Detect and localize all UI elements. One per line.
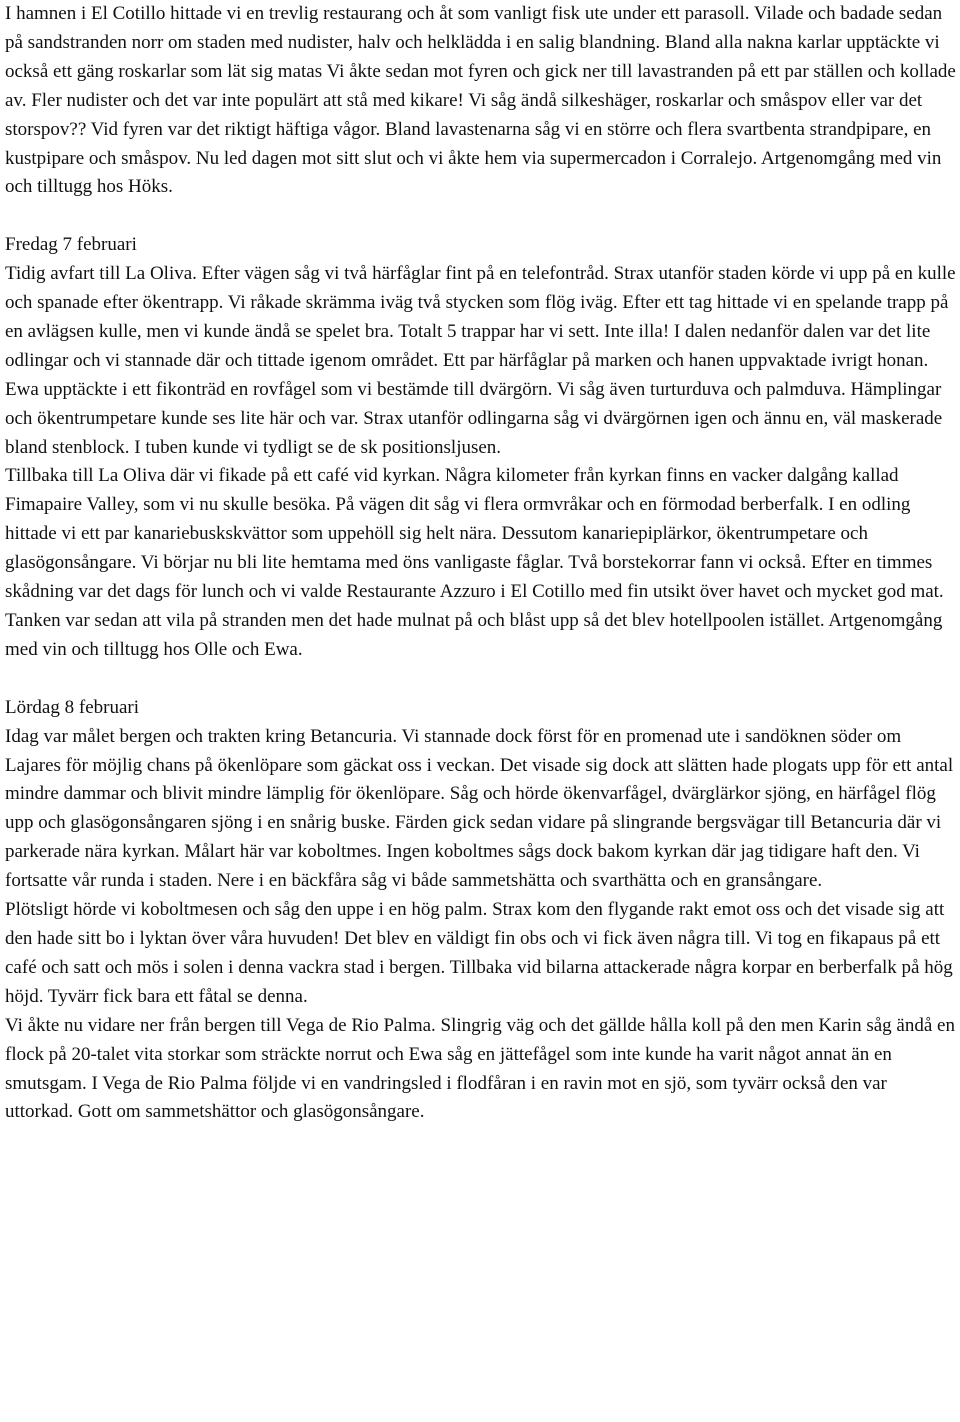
blank-line xyxy=(5,665,956,694)
blank-line xyxy=(5,202,956,231)
paragraph-koboltmes: Plötsligt hörde vi koboltmesen och såg den uppe i en hög palm. Strax kom den flygande rakt emot oss och det visade sig att den hade sitt bo i lyktan över våra huvuden! Det blev en väldigt fin obs och vi fick även några till. Vi tog en fikapaus på ett café och satt och mös i solen i denna vackra stad i bergen. Tillbaka vid bilarna attackerade några korpar en berberfalk på hög höjd. Tyvärr fick bara ett fåtal se denna. xyxy=(5,899,953,1007)
paragraph-el-cotillo: I hamnen i El Cotillo hittade vi en trevlig restaurang och åt som vanligt fisk ute under ett parasoll. Vilade och badade sedan på sandstranden norr om staden med nudister, halv och helklädda i en salig blandning. Bland alla nakna karlar upptäckte vi också ett gäng roskarlar som lät sig matas Vi åkte sedan mot fyren och gick ner till lavastranden på ett par ställen och kollade av. Fler nudister och det var inte populärt att stå med kikare! Vi såg ändå silkeshäger, roskarlar och småspov eller var det storspov?? Vid fyren var det riktigt häftiga vågor. Bland lavastenarna såg vi en större och flera svartbenta strandpipare, en kustpipare och småspov. Nu led dagen mot sitt slut och vi åkte hem via supermercadon i Corralejo. Artgenomgång med vin och tilltugg hos Höks. xyxy=(5,3,956,198)
paragraph-betancuria: Idag var målet bergen och trakten kring Betancuria. Vi stannade dock först för en promenad ute i sandöknen söder om Lajares för möjlig chans på ökenlöpare som gäckat oss i veckan. Det visade sig dock att slätten hade plogats upp för ett antal mindre dammar och blivit mindre lämplig för ökenlöpare. Såg och hörde ökenvarfågel, dvärglärkor sjöng, en härfågel flög upp och glasögonsångaren sjöng i en snårig buske. Färden gick sedan vidare på slingrande bergsvägar till Betancuria där vi parkerade nära kyrkan. Målart här var koboltmes. Ingen koboltmes sågs dock bakom kyrkan där jag tidigare haft den. Vi fortsatte vår runda i staden. Nere i en bäckfåra såg vi både sammetshätta och svarthätta och en gransångare. xyxy=(5,725,954,892)
paragraph-la-oliva: Tidig avfart till La Oliva. Efter vägen såg vi två härfåglar fint på en telefontråd. Strax utanför staden körde vi upp på en kulle och spanade efter ökentrapp. Vi råkade skrämma iväg två stycken som flög iväg. Efter ett tag hittade vi en spelande trapp på en avlägsen kulle, men vi kunde ändå se spelet bra. Totalt 5 trappar har vi sett. Inte illa! I dalen nedanför dalen var det lite odlingar och vi stannade där och tittade igenom området. Ett par härfåglar på marken och hanen uppvaktade ivrigt honan. Ewa upptäckte i ett fikonträd en rovfågel som vi bestämde till dvärgörn. Vi såg även turturduva och palmduva. Hämplingar och ökentrumpetare kunde ses lite här och var. Strax utanför odlingarna såg vi dvärgörnen igen och ännu en, väl maskerade bland stenblock. I tuben kunde vi tydligt se de sk positionsljusen. xyxy=(5,263,956,458)
paragraph-fimapaire-valley: Tillbaka till La Oliva där vi fikade på ett café vid kyrkan. Några kilometer från kyrkan finns en vacker dalgång kallad Fimapaire Valley, som vi nu skulle besöka. På vägen dit såg vi flera ormvråkar och en förmodad berberfalk. I en odling hittade vi ett par kanariebuskskvättor som uppehöll sig helt nära. Dessutom kanariepiplärkor, ökentrumpetare och glasögonsångare. Vi börjar nu bli lite hemtama med öns vanligaste fåglar. Två borstekorrar fann vi också. Efter en timmes skådning var det dags för lunch och vi valde Restaurante Azzuro i El Cotillo med fin utsikt över havet och mycket god mat. Tanken var sedan att vila på stranden men det hade mulnat på och blåst upp så det blev hotellpoolen istället. Artgenomgång med vin och tilltugg hos Olle och Ewa. xyxy=(5,465,944,660)
heading-friday: Fredag 7 februari xyxy=(5,234,137,256)
paragraph-vega-de-rio-palma: Vi åkte nu vidare ner från bergen till Vega de Rio Palma. Slingrig väg och det gällde hålla koll på den men Karin såg ändå en flock på 20-talet vita storkar som sträckte norrut och Ewa såg en jättefågel som inte kunde ha varit något annat än en smutsgam. I Vega de Rio Palma följde vi en vandringsled i flodfåran i en ravin mot en sjö, som tyvärr också den var uttorkad. Gott om sammetshättor och glasögonsångare. xyxy=(5,1014,955,1123)
heading-saturday: Lördag 8 februari xyxy=(5,696,139,718)
